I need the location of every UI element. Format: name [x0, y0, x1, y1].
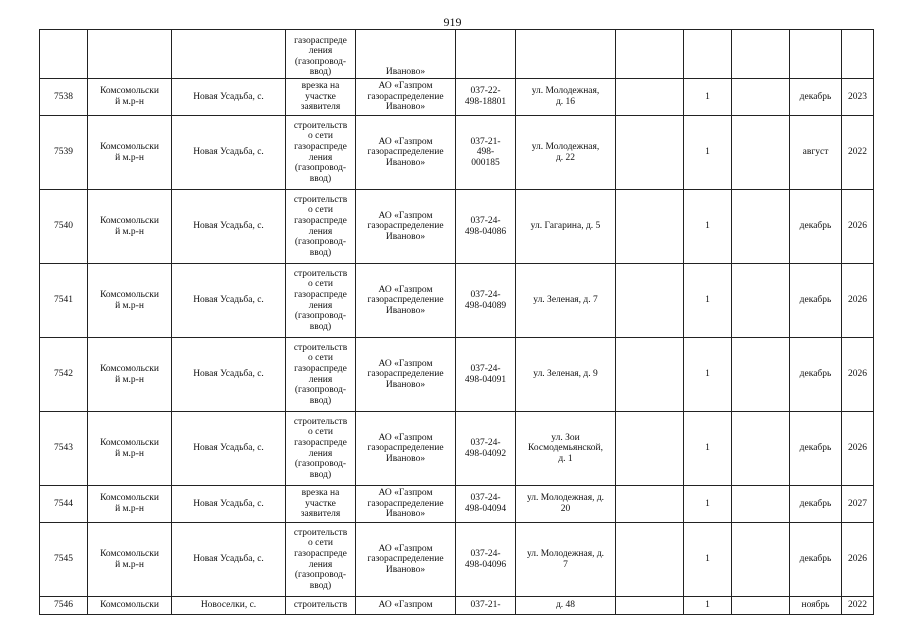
- table-row: [40, 597, 874, 615]
- cell-blank: [616, 116, 684, 190]
- cell-blank: [732, 597, 790, 615]
- cell-work: строительств о сети газораспреде ления (газопровод- ввод): [286, 190, 356, 264]
- cell-work: газораспреде ления (газопровод- ввод): [286, 30, 356, 79]
- table-row: [40, 79, 874, 116]
- cell-address: ул. Зеленая, д. 9: [516, 338, 616, 412]
- table-row: [40, 116, 874, 190]
- cell-address: ул. Зеленая, д. 7: [516, 264, 616, 338]
- cell-qty: 1: [684, 190, 732, 264]
- cell-month: [790, 30, 842, 79]
- cell-month: декабрь: [790, 190, 842, 264]
- cell-year: 2026: [842, 412, 874, 486]
- cell-region: Комсомольски й м.р-н: [88, 79, 172, 116]
- cell-num: 7542: [40, 338, 88, 412]
- cell-org: Иваново»: [356, 30, 456, 79]
- cell-work: врезка на участке заявителя: [286, 486, 356, 523]
- cell-blank: [732, 30, 790, 79]
- cell-blank: [732, 264, 790, 338]
- cell-qty: 1: [684, 116, 732, 190]
- cell-settlement: Новая Усадьба, с.: [172, 412, 286, 486]
- cell-region: Комсомольски й м.р-н: [88, 486, 172, 523]
- cell-settlement: Новая Усадьба, с.: [172, 190, 286, 264]
- table-row: [40, 412, 874, 486]
- cell-year: 2026: [842, 523, 874, 597]
- cell-month: ноябрь: [790, 597, 842, 615]
- cell-month: декабрь: [790, 264, 842, 338]
- cell-blank: [732, 190, 790, 264]
- cell-region: Комсомольски й м.р-н: [88, 523, 172, 597]
- cell-year: 2026: [842, 338, 874, 412]
- cell-settlement: Новая Усадьба, с.: [172, 116, 286, 190]
- cell-num: 7540: [40, 190, 88, 264]
- cell-qty: 1: [684, 597, 732, 615]
- cell-month: август: [790, 116, 842, 190]
- cell-code: 037-24- 498-04092: [456, 412, 516, 486]
- table-row: [40, 523, 874, 597]
- cell-region: Комсомольски й м.р-н: [88, 338, 172, 412]
- cell-num: 7545: [40, 523, 88, 597]
- cell-address: ул. Молодежная, д. 16: [516, 79, 616, 116]
- cell-settlement: [172, 30, 286, 79]
- cell-year: 2023: [842, 79, 874, 116]
- cell-num: 7541: [40, 264, 88, 338]
- cell-address: ул. Гагарина, д. 5: [516, 190, 616, 264]
- cell-num: 7544: [40, 486, 88, 523]
- cell-num: 7538: [40, 79, 88, 116]
- cell-region: Комсомольски й м.р-н: [88, 264, 172, 338]
- cell-qty: [684, 30, 732, 79]
- cell-region: [88, 30, 172, 79]
- cell-org: АО «Газпром: [356, 597, 456, 615]
- cell-blank: [732, 79, 790, 116]
- cell-num: 7546: [40, 597, 88, 615]
- cell-blank: [732, 338, 790, 412]
- cell-code: 037-22- 498-18801: [456, 79, 516, 116]
- cell-code: 037-24- 498-04089: [456, 264, 516, 338]
- cell-region: Комсомольски й м.р-н: [88, 116, 172, 190]
- cell-work: строительств о сети газораспреде ления (газопровод- ввод): [286, 338, 356, 412]
- cell-num: 7543: [40, 412, 88, 486]
- cell-org: АО «Газпром газораспределение Иваново»: [356, 116, 456, 190]
- cell-code: 037-21- 498- 000185: [456, 116, 516, 190]
- cell-org: АО «Газпром газораспределение Иваново»: [356, 264, 456, 338]
- cell-org: АО «Газпром газораспределение Иваново»: [356, 79, 456, 116]
- cell-year: 2027: [842, 486, 874, 523]
- cell-code: 037-21-: [456, 597, 516, 615]
- cell-month: декабрь: [790, 79, 842, 116]
- cell-work: строительств: [286, 597, 356, 615]
- table-row: [40, 338, 874, 412]
- cell-code: 037-24- 498-04094: [456, 486, 516, 523]
- cell-blank: [616, 30, 684, 79]
- cell-blank: [616, 190, 684, 264]
- cell-blank: [732, 412, 790, 486]
- cell-work: строительств о сети газораспреде ления (газопровод- ввод): [286, 412, 356, 486]
- cell-blank: [616, 597, 684, 615]
- cell-org: АО «Газпром газораспределение Иваново»: [356, 412, 456, 486]
- cell-month: декабрь: [790, 523, 842, 597]
- cell-address: ул. Молодежная, д. 22: [516, 116, 616, 190]
- table-row: [40, 486, 874, 523]
- cell-region: Комсомольски й м.р-н: [88, 190, 172, 264]
- cell-blank: [732, 523, 790, 597]
- cell-code: 037-24- 498-04086: [456, 190, 516, 264]
- cell-year: 2026: [842, 264, 874, 338]
- cell-org: АО «Газпром газораспределение Иваново»: [356, 523, 456, 597]
- cell-settlement: Новоселки, с.: [172, 597, 286, 615]
- cell-code: 037-24- 498-04091: [456, 338, 516, 412]
- cell-num: [40, 30, 88, 79]
- cell-blank: [732, 486, 790, 523]
- cell-qty: 1: [684, 79, 732, 116]
- cell-qty: 1: [684, 264, 732, 338]
- cell-year: 2022: [842, 597, 874, 615]
- cell-work: строительств о сети газораспреде ления (газопровод- ввод): [286, 264, 356, 338]
- cell-region: Комсомольски й м.р-н: [88, 412, 172, 486]
- cell-org: АО «Газпром газораспределение Иваново»: [356, 486, 456, 523]
- table-row: [40, 190, 874, 264]
- cell-qty: 1: [684, 486, 732, 523]
- cell-work: строительств о сети газораспреде ления (газопровод- ввод): [286, 523, 356, 597]
- cell-settlement: Новая Усадьба, с.: [172, 486, 286, 523]
- cell-blank: [616, 412, 684, 486]
- cell-qty: 1: [684, 338, 732, 412]
- cell-org: АО «Газпром газораспределение Иваново»: [356, 338, 456, 412]
- cell-blank: [616, 79, 684, 116]
- cell-blank: [616, 264, 684, 338]
- cell-code: 037-24- 498-04096: [456, 523, 516, 597]
- table-row: [40, 264, 874, 338]
- cell-work: строительств о сети газораспреде ления (газопровод- ввод): [286, 116, 356, 190]
- cell-blank: [616, 486, 684, 523]
- cell-address: ул. Молодежная, д. 7: [516, 523, 616, 597]
- gasification-registry-table: [39, 29, 874, 615]
- cell-work: врезка на участке заявителя: [286, 79, 356, 116]
- cell-settlement: Новая Усадьба, с.: [172, 523, 286, 597]
- cell-year: 2026: [842, 190, 874, 264]
- cell-month: декабрь: [790, 412, 842, 486]
- registry-body: [40, 30, 874, 615]
- cell-address: ул. Молодежная, д. 20: [516, 486, 616, 523]
- cell-year: [842, 30, 874, 79]
- cell-settlement: Новая Усадьба, с.: [172, 79, 286, 116]
- cell-settlement: Новая Усадьба, с.: [172, 264, 286, 338]
- cell-address: [516, 30, 616, 79]
- table-row-continued: [40, 30, 874, 79]
- cell-year: 2022: [842, 116, 874, 190]
- cell-qty: 1: [684, 412, 732, 486]
- cell-code: [456, 30, 516, 79]
- cell-num: 7539: [40, 116, 88, 190]
- cell-blank: [616, 523, 684, 597]
- cell-settlement: Новая Усадьба, с.: [172, 338, 286, 412]
- page-number: 919: [443, 15, 462, 29]
- cell-region: Комсомольски: [88, 597, 172, 615]
- cell-address: д. 48: [516, 597, 616, 615]
- cell-blank: [616, 338, 684, 412]
- cell-month: декабрь: [790, 486, 842, 523]
- cell-qty: 1: [684, 523, 732, 597]
- cell-org: АО «Газпром газораспределение Иваново»: [356, 190, 456, 264]
- cell-month: декабрь: [790, 338, 842, 412]
- cell-address: ул. Зои Космодемьянской, д. 1: [516, 412, 616, 486]
- cell-blank: [732, 116, 790, 190]
